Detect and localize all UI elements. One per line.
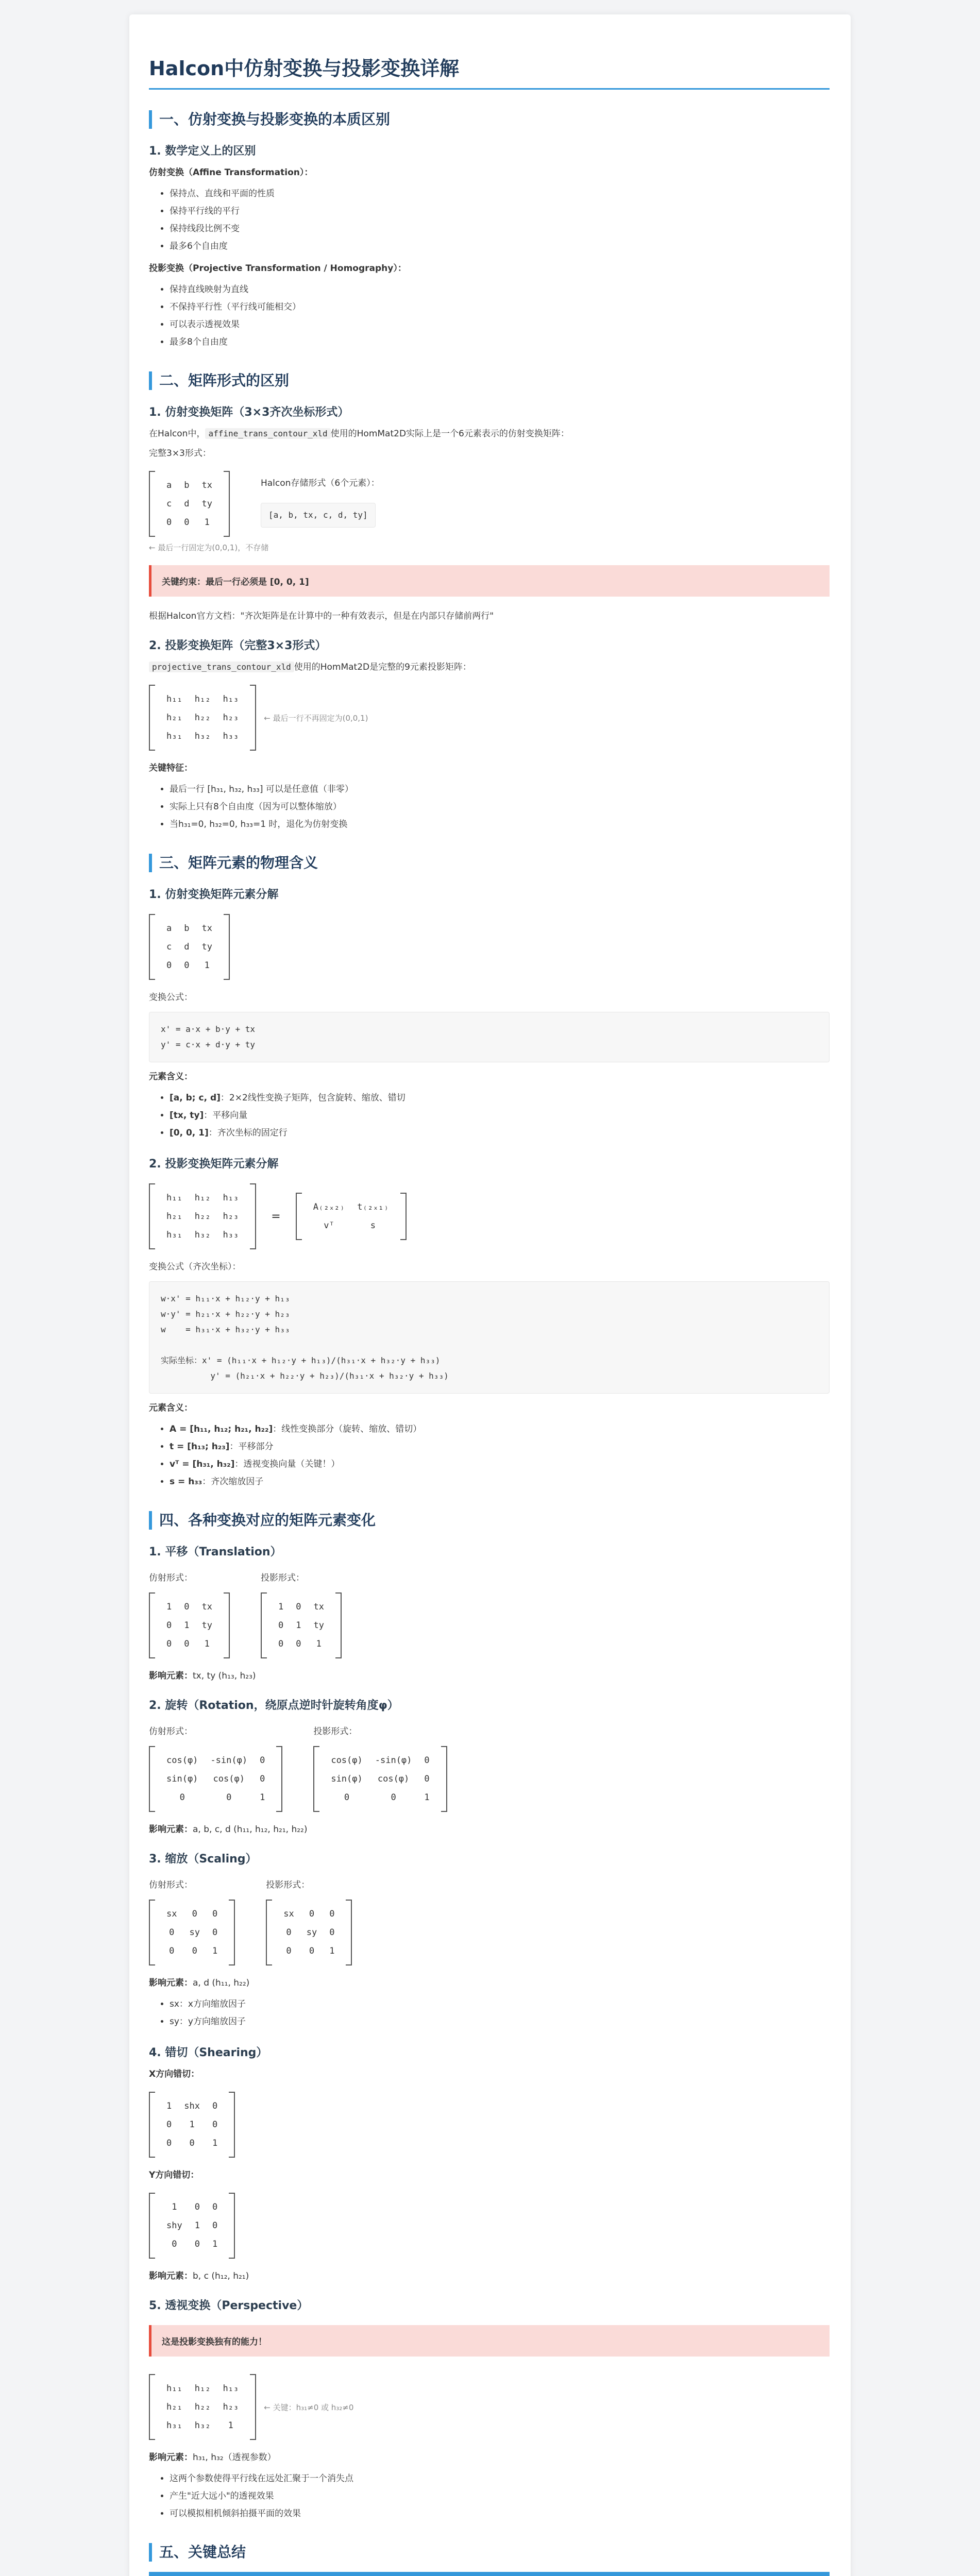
list-item: • 可以表示透视效果 [170, 316, 830, 333]
matrix-row [149, 466, 830, 542]
equals-sign: = [271, 1210, 281, 1223]
list-item: • [0, 0, 1]：齐次坐标的固定行 [170, 1124, 830, 1142]
halcon-tuple: [a, b, tx, c, d, ty] [261, 503, 376, 528]
projective-list [149, 281, 830, 351]
label: 仿射形式： [149, 1880, 193, 1890]
list-item: • A = [h₁₁, h₁₂; h₂₁, h₂₂]：线性变换部分（旋转、缩放、错切） [170, 1420, 830, 1438]
list-item: • 产生"近大远小"的透视效果 [170, 2487, 830, 2505]
subsection-heading: 3. 缩放（Scaling） [149, 1853, 257, 1866]
scaling-affine-matrix: sx 0 0 0 sy 0 0 0 1 [149, 1900, 235, 1965]
list-item: • vᵀ = [h₃₁, h₃₂]：透视变换向量（关键！） [170, 1455, 830, 1473]
list-item: • 最多6个自由度 [170, 238, 830, 255]
subsection-heading: 2. 旋转（Rotation，绕原点逆时针旋转角度φ） [149, 1699, 399, 1712]
paragraph [149, 427, 830, 441]
proj-matrix-row [149, 680, 830, 756]
list-item: • 保持平行线的平行 [170, 202, 830, 220]
subsection-heading: 2. 投影变换矩阵（完整3×3形式） [149, 639, 327, 652]
section-heading: 一、仿射变换与投影变换的本质区别 [149, 110, 830, 129]
full-form-label: 完整3×3形式： [149, 448, 211, 459]
list-item: • 保持直线映射为直线 [170, 281, 830, 298]
affine-label: 仿射变换（Affine Transformation）： [149, 167, 313, 178]
paragraph [149, 660, 830, 674]
page-title: Halcon中仿射变换与投影变换详解 [149, 53, 830, 90]
proj-col [261, 1566, 342, 1664]
column-header [569, 2572, 830, 2576]
subsection-heading: 5. 透视变换（Perspective） [149, 2299, 309, 2312]
elements-list [149, 1089, 830, 1142]
label: 投影形式： [260, 1573, 305, 1583]
affine-matrix: a b tx c d ty 0 0 1 [149, 914, 230, 980]
label: 仿射形式： [149, 1726, 193, 1737]
block-matrix: A₍₂ₓ₂₎ t₍₂ₓ₁₎ vᵀ s [296, 1193, 407, 1240]
affected-line: 影响元素：a, d (h₁₁, h₂₂) [149, 1978, 250, 1988]
affected-line: 影响元素：tx, ty (h₁₃, h₂₃) [149, 1671, 256, 1681]
perspective-alert: 这是投影变换独有的能力！ [149, 2325, 830, 2357]
affine-formula: x' = a·x + b·y + tx y' = c·x + d·y + ty [149, 1012, 830, 1062]
list-item: • 可以模拟相机倾斜拍摄平面的效果 [170, 2505, 830, 2522]
affected-line: 影响元素：a, b, c, d (h₁₁, h₁₂, h₂₁, h₂₂) [149, 1824, 308, 1835]
label: 仿射形式： [149, 1573, 193, 1583]
text: 在Halcon中， [149, 429, 206, 439]
y-shear-matrix: 1 0 0 shy 1 0 0 0 1 [149, 2193, 235, 2259]
list-item: • 当h₃₁=0, h₃₂=0, h₃₃=1 时，退化为仿射变换 [170, 816, 830, 833]
rotation-affine-matrix: cos(φ) -sin(φ) 0 sin(φ) cos(φ) 0 0 0 1 [149, 1746, 282, 1812]
projective-formula: w·x' = h₁₁·x + h₁₂·y + h₁₃ w·y' = h₂₁·x + h₂₂·y + h₂₃ w = h₃₁·x + h₃₂·y + h₃₃ 实际坐标：x' = (h₁₁·x + h₁₂·y + h₁₃)/(h₃₁·x + h₃₂·y + h₃₃) y' = (h₂₁·x + h₂₂·y + h₂₃)/(h₃₁·x + h₃₂·y + h₃₃) [149, 1281, 830, 1394]
proj-note: ← 最后一行不再固定为(0,0,1) [264, 713, 368, 723]
column-header [149, 2572, 308, 2576]
doc-quote: 根据Halcon官方文档："齐次矩阵是在计算中的一种有效表示，但是在内部只存储前两行" [149, 611, 494, 621]
translation-affine-matrix: 1 0 tx 0 1 ty 0 0 1 [149, 1592, 230, 1658]
projective-matrix: h₁₁ h₁₂ h₁₃ h₂₁ h₂₂ h₂₃ h₃₁ h₃₂ h₃₃ [149, 685, 256, 751]
affine-list [149, 185, 830, 255]
projective-label: 投影变换（Projective Transformation / Homography）： [149, 263, 407, 274]
inline-code: affine_trans_contour_xld [205, 428, 330, 439]
subsection-heading: 1. 数学定义上的区别 [149, 145, 256, 158]
projective-matrix: h₁₁ h₁₂ h₁₃ h₂₁ h₂₂ h₂₃ h₃₁ h₃₂ h₃₃ [149, 1183, 256, 1249]
list-item: • 最多8个自由度 [170, 333, 830, 351]
affected-line: 影响元素：b, c (h₁₂, h₂₁) [149, 2271, 249, 2281]
x-shear-label: X方向错切： [149, 2069, 200, 2079]
perspective-note: ← 关键：h₃₁≠0 或 h₃₂≠0 [264, 2402, 354, 2412]
y-shear-label: Y方向错切： [149, 2170, 199, 2180]
formula-label: 变换公式： [149, 992, 193, 1003]
features-list [149, 781, 830, 833]
rotation-proj-matrix: cos(φ) -sin(φ) 0 sin(φ) cos(φ) 0 0 0 1 [313, 1746, 447, 1812]
elements-label: 元素含义： [149, 1072, 193, 1082]
column-header [308, 2572, 569, 2576]
list-item: • 实际上只有8个自由度（因为可以整体缩放） [170, 798, 830, 816]
scaling-proj-matrix: sx 0 0 0 sy 0 0 0 1 [266, 1900, 352, 1965]
summary-table [149, 2572, 830, 2576]
affine-col [149, 1873, 235, 1971]
list-item: • 这两个参数使得平行线在远处汇聚于一个消失点 [170, 2470, 830, 2487]
document-page [129, 14, 851, 2576]
list-item: • [tx, ty]：平移向量 [170, 1107, 830, 1124]
text: 使用的HomMat2D实际上是一个6元素表示的仿射变换矩阵： [330, 429, 569, 439]
elements2-list [149, 1420, 830, 1490]
affected-line: 影响元素：h₃₁, h₃₂（透视参数） [149, 2452, 276, 2463]
section-heading: 三、矩阵元素的物理含义 [149, 854, 830, 872]
block-matrix-row [149, 1178, 830, 1255]
perspective-matrix: h₁₁ h₁₂ h₁₃ h₂₁ h₂₂ h₂₃ h₃₁ h₃₂ 1 [149, 2374, 256, 2440]
list-item: • 保持点、直线和平面的性质 [170, 185, 830, 202]
proj-col [266, 1873, 352, 1971]
halcon-store-label: Halcon存储形式（6个元素）： [260, 478, 380, 488]
subsection-heading: 4. 错切（Shearing） [149, 2046, 268, 2059]
matrix-pair [149, 1720, 830, 1817]
list-item: • 最后一行 [h₃₁, h₃₂, h₃₃] 可以是任意值（非零） [170, 781, 830, 798]
section-heading: 四、各种变换对应的矩阵元素变化 [149, 1511, 830, 1530]
key-constraint-alert: 关键约束：最后一行必须是 [0, 0, 1] [149, 565, 830, 597]
list-item: • sy：y方向缩放因子 [170, 2013, 830, 2030]
halcon-storage [261, 471, 380, 535]
subsection-heading: 1. 仿射变换矩阵（3×3齐次坐标形式） [149, 406, 349, 419]
affine-matrix: a b tx c d ty 0 0 1 [149, 471, 230, 537]
last-row-note: ← 最后一行固定为(0,0,1)，不存储 [149, 543, 269, 552]
matrix-pair [149, 1873, 830, 1971]
subsection-heading: 1. 平移（Translation） [149, 1546, 282, 1558]
label: 投影形式： [266, 1880, 310, 1890]
elements2-label: 元素含义： [149, 1403, 193, 1413]
perspective-matrix-row [149, 2369, 830, 2445]
perspective-list [149, 2470, 830, 2522]
subsection-heading: 2. 投影变换矩阵元素分解 [149, 1158, 279, 1171]
text: 使用的HomMat2D是完整的9元素投影矩阵： [294, 662, 471, 672]
section-heading: 二、矩阵形式的区别 [149, 371, 830, 390]
list-item: • s = h₃₃：齐次缩放因子 [170, 1473, 830, 1490]
formula2-label: 变换公式（齐次坐标）： [149, 1262, 241, 1272]
table-header-row [149, 2572, 830, 2576]
subsection-heading: 1. 仿射变换矩阵元素分解 [149, 888, 279, 901]
affine-col [149, 1720, 282, 1817]
key-features-label: 关键特征： [149, 763, 193, 773]
x-shear-matrix: 1 shx 0 0 1 0 0 0 1 [149, 2092, 235, 2158]
scaling-list [149, 1995, 830, 2030]
list-item: • t = [h₁₃; h₂₃]：平移部分 [170, 1438, 830, 1455]
list-item: • [a, b; c, d]：2×2线性变换子矩阵，包含旋转、缩放、错切 [170, 1089, 830, 1107]
label: 投影形式： [313, 1726, 358, 1737]
inline-code: projective_trans_contour_xld [149, 662, 294, 672]
affine-col [149, 1566, 230, 1664]
list-item: • sx：x方向缩放因子 [170, 1995, 830, 2013]
translation-proj-matrix: 1 0 tx 0 1 ty 0 0 1 [261, 1592, 342, 1658]
proj-col [313, 1720, 447, 1817]
list-item: • 不保持平行性（平行线可能相交） [170, 298, 830, 316]
section-heading: 五、关键总结 [149, 2543, 830, 2562]
list-item: • 保持线段比例不变 [170, 220, 830, 238]
matrix-pair [149, 1566, 830, 1664]
